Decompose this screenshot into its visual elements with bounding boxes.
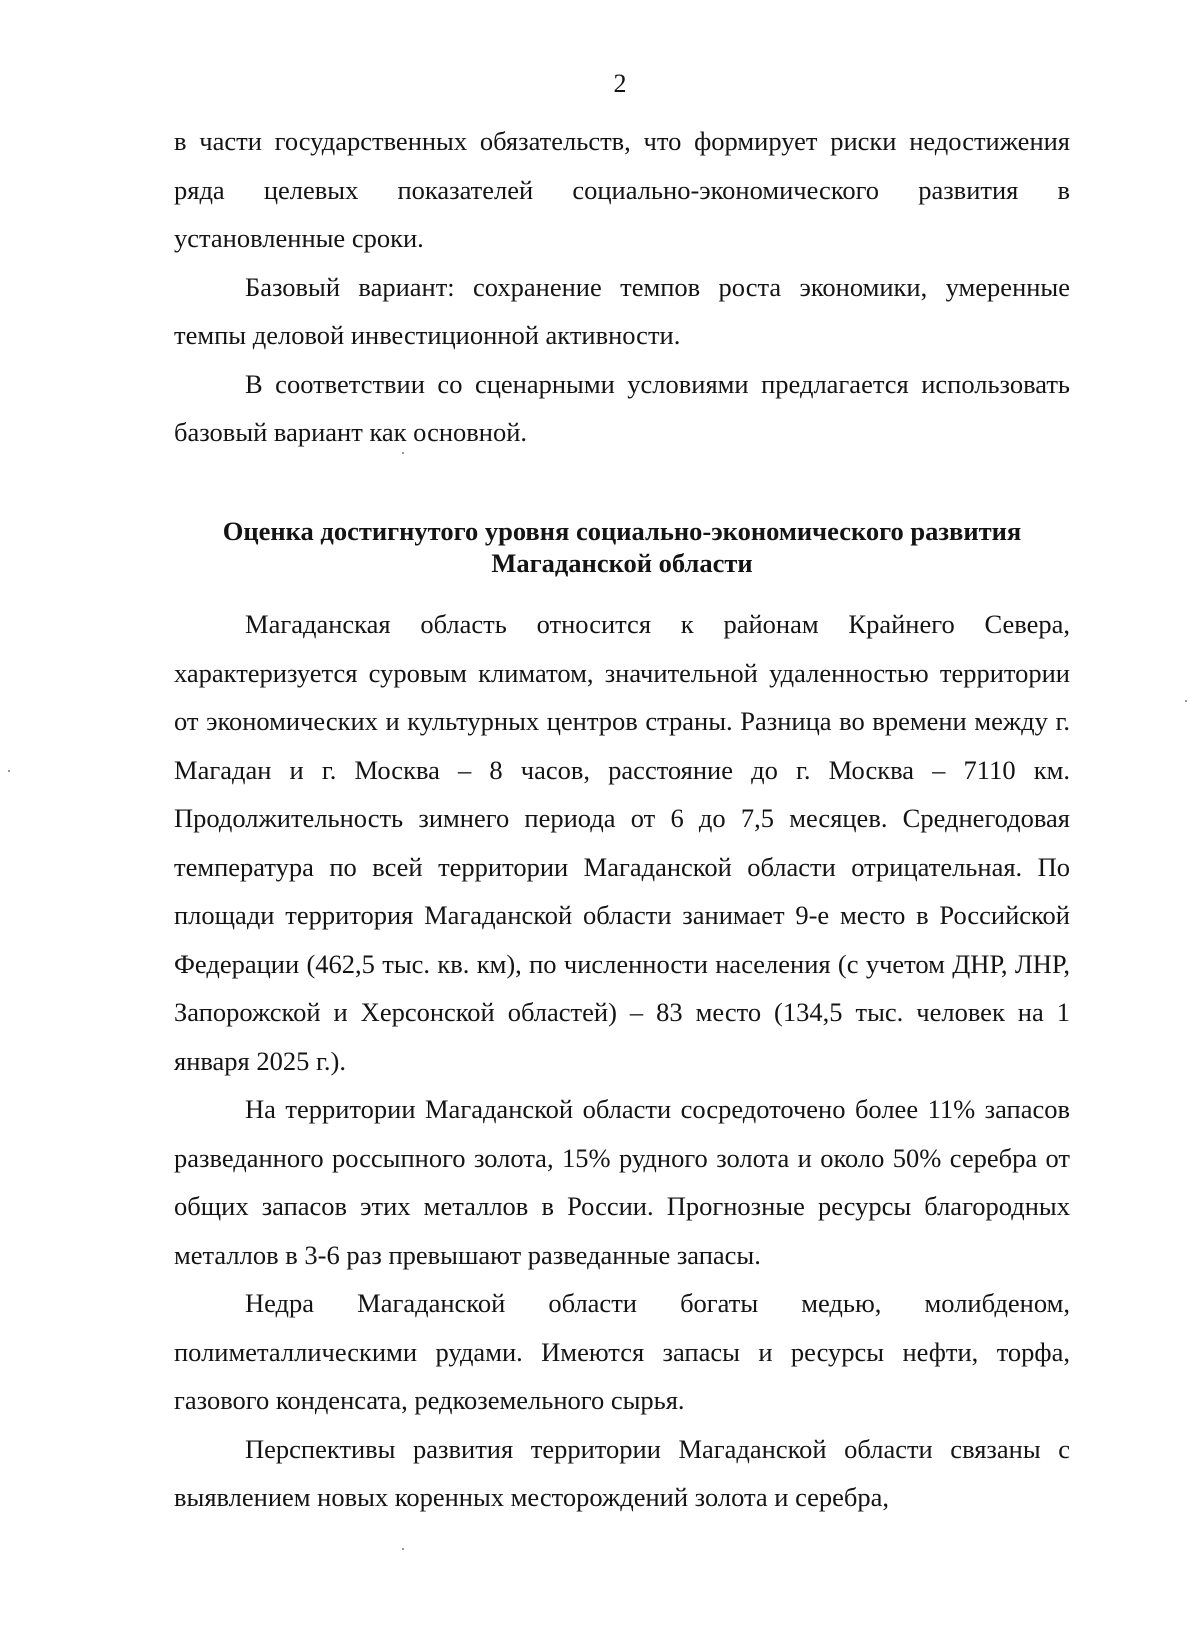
section-heading-line-1: Оценка достигнутого уровня социально-экономического развития bbox=[222, 516, 1022, 546]
paragraph-base-variant: Базовый вариант: сохранение темпов роста экономики, умеренные темпы деловой инвестиционной активности. bbox=[174, 271, 1070, 350]
scan-speck bbox=[402, 452, 404, 454]
paragraph-gold-reserves: На территории Магаданской области сосредоточено более 11% запасов разведанного россыпного золота, 15% рудного золота и около 50% серебра от общих запасов этих металлов в России. Прогнозные ресурсы благородных металлов в 3-6 раз превышают разведанные запасы. bbox=[174, 1094, 1070, 1270]
scan-speck bbox=[402, 1548, 404, 1550]
paragraph-continuation: в части государственных обязательств, что формирует риски недостижения ряда целевых показателей социально-экономического развития в установленные сроки. bbox=[174, 126, 1070, 253]
page-number: 2 bbox=[613, 69, 627, 98]
intro-text bbox=[174, 117, 1070, 457]
section-heading bbox=[174, 515, 1070, 579]
paragraph-region-description: Магаданская область относится к районам Крайнего Севера, характеризуется суровым климатом, значительной удаленностью территории от экономических и культурных центров страны. Разница во времени между г. Магадан и г. Москва – 8 часов, расстояние до г. Москва – 7110 км. Продолжительность зимнего периода от 6 до 7,5 месяцев. Среднегодовая температура по всей территории Магаданской области отрицательная. По площади территория Магаданской области занимает 9-е место в Российской Федерации (462,5 тыс. кв. км), по численности населения (с учетом ДНР, ЛНР, Запорожской и Херсонской областей) – 83 место (134,5 тыс. человек на 1 января 2025 г.). bbox=[174, 609, 1070, 1076]
paragraph-mineral-resources: Недра Магаданской области богаты медью, молибденом, полиметаллическими рудами. Имеются запасы и ресурсы нефти, торфа, газового конденсата, редкоземельного сырья. bbox=[174, 1288, 1070, 1415]
scan-speck bbox=[8, 770, 10, 772]
section-heading-line-2: Магаданской области bbox=[491, 548, 753, 578]
paragraph-development-prospects: Перспективы развития территории Магаданской области связаны с выявлением новых коренных месторождений золота и серебра, bbox=[174, 1433, 1070, 1512]
body-text bbox=[174, 600, 1070, 1522]
scan-speck bbox=[1185, 700, 1187, 702]
paragraph-scenario: В соответствии со сценарными условиями предлагается использовать базовый вариант как основной. bbox=[174, 368, 1070, 447]
